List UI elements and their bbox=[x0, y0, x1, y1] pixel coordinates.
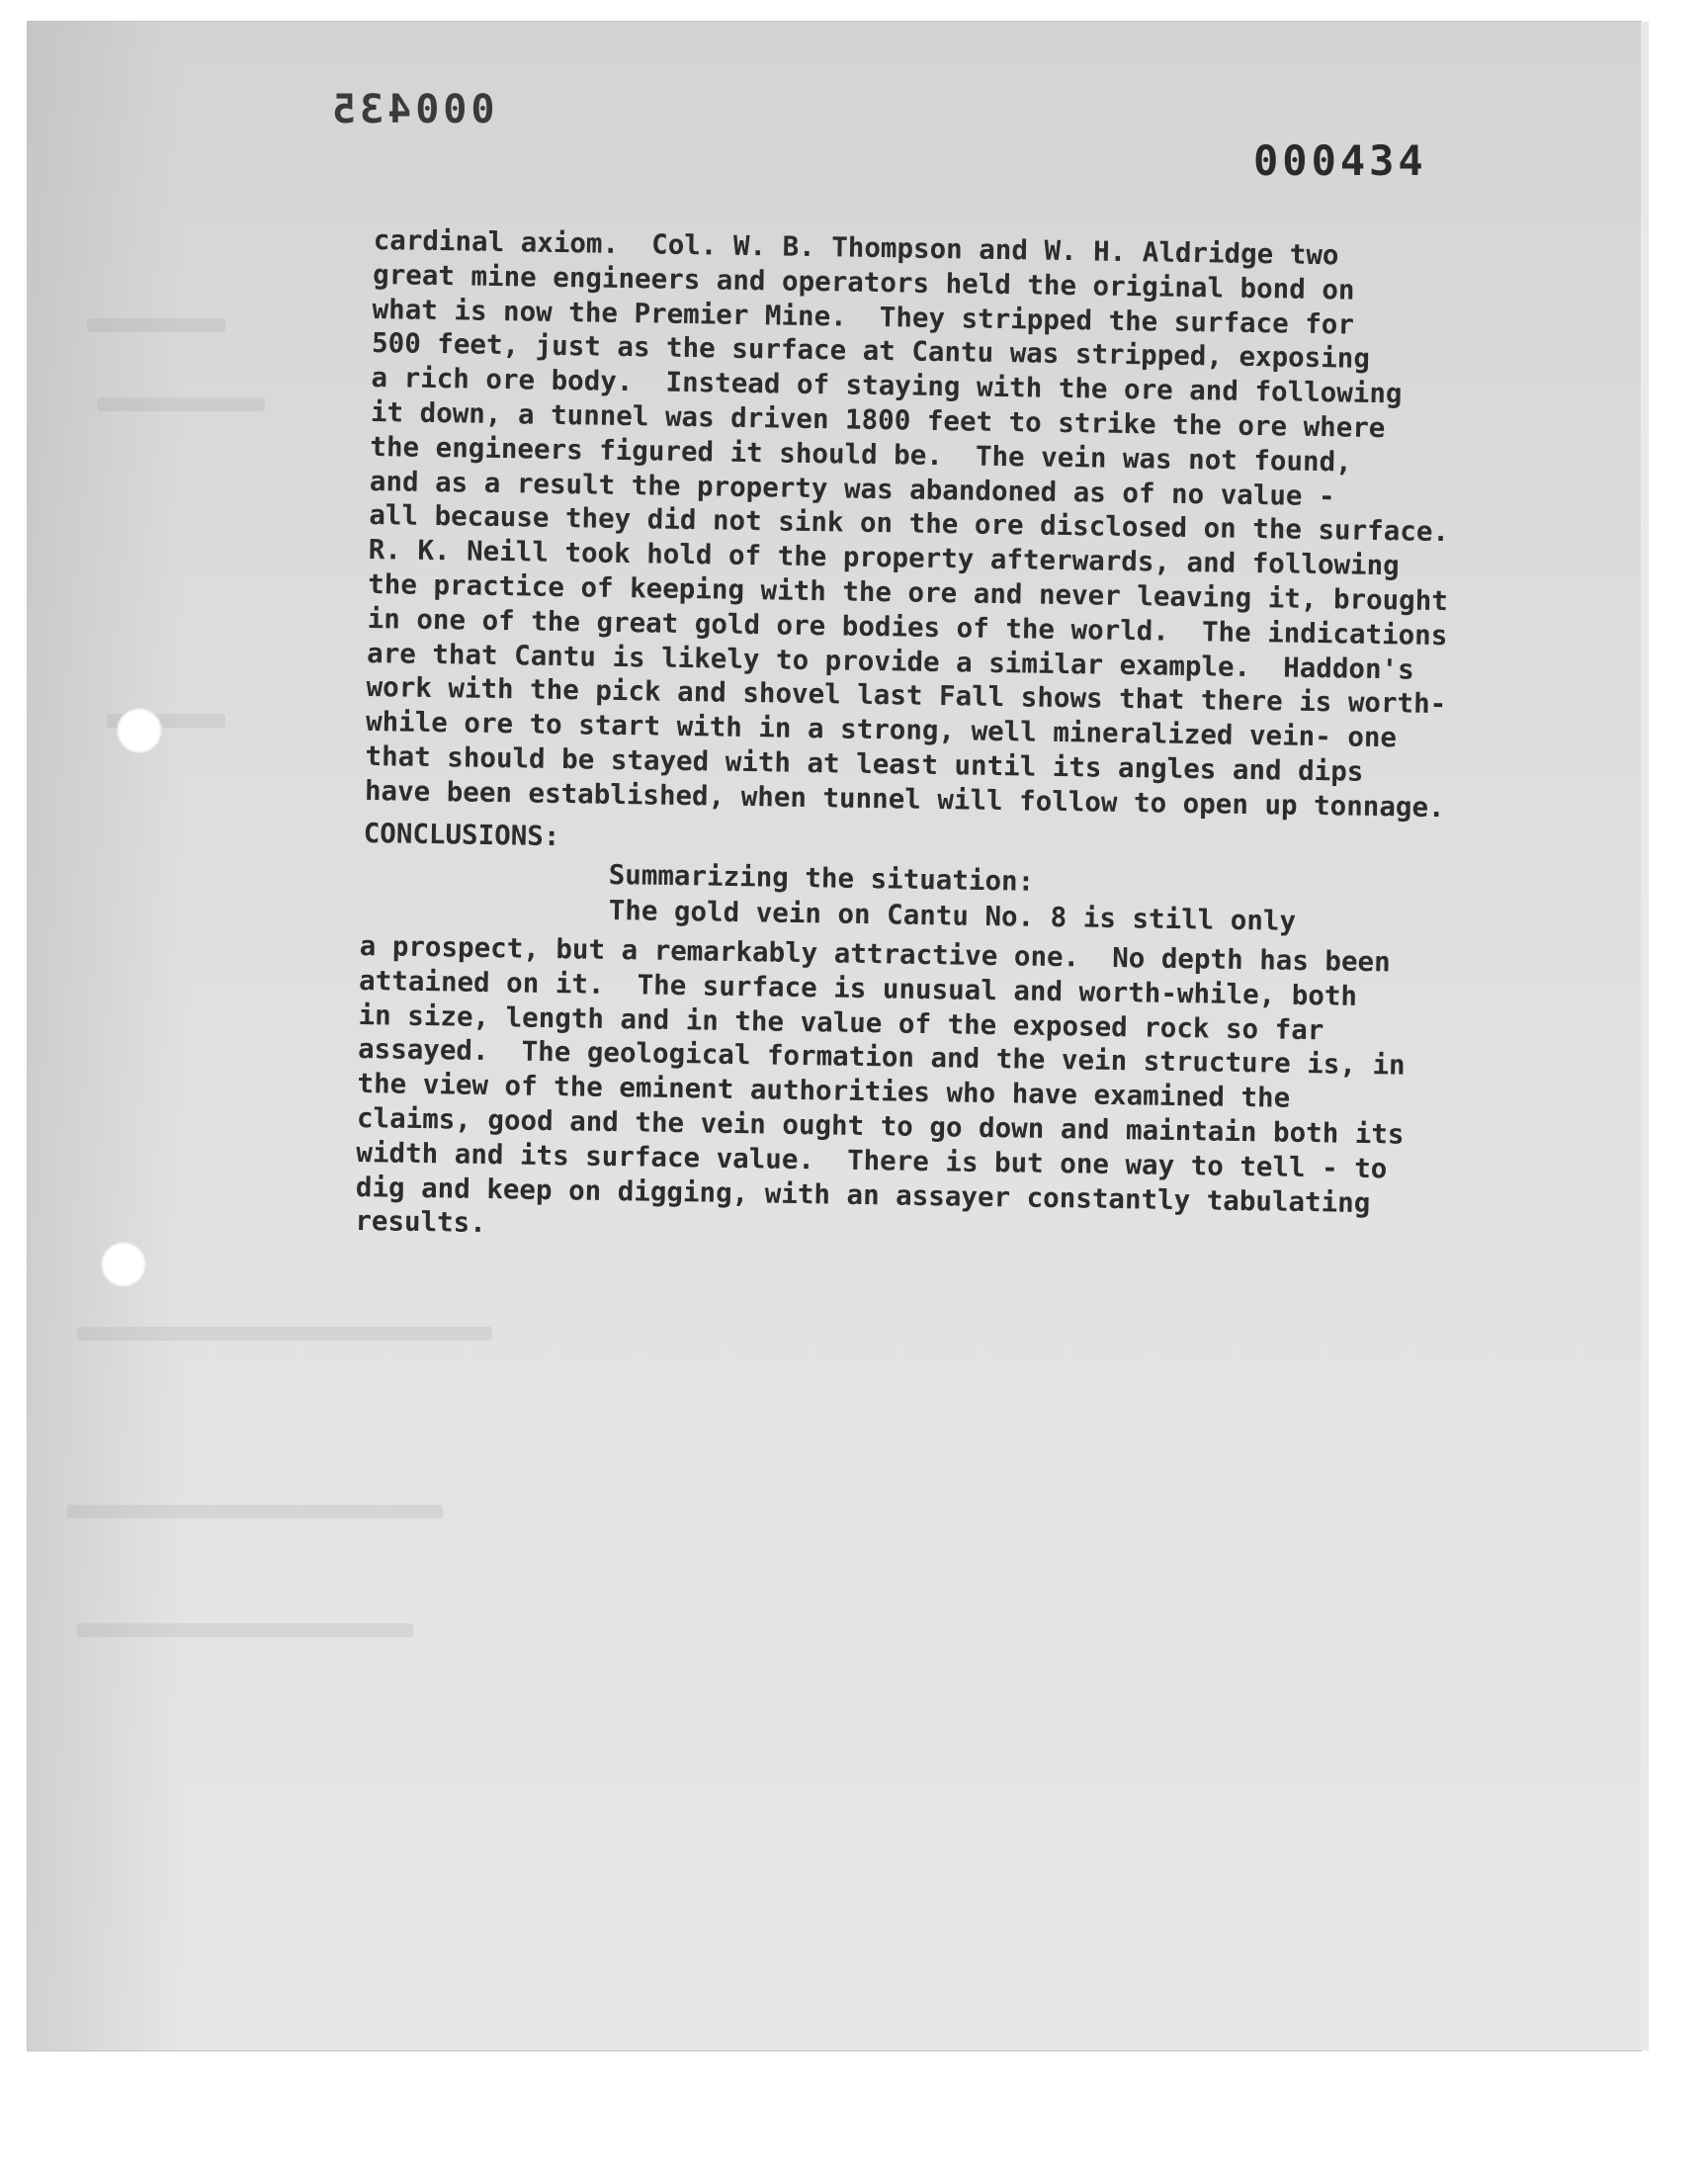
punch-hole-lower bbox=[101, 1242, 146, 1287]
page-edge bbox=[1641, 22, 1649, 2050]
body-paragraph-2-first-line: The gold vein on Cantu No. 8 is still only bbox=[608, 894, 1297, 937]
body-paragraph-2: a prospect, but a remarkably attractive one. No depth has been attained on it. The surface is unusual and worth-while, both in size, length and in the value of the exposed rock so far assayed. The geological formation and the vein structure is, in the view of the eminent authorities who have examined the claims, good and the vein ought to go down and maintain both its width and its surface value. There is but one way to tell - to dig and keep on digging, with an assayer constantly tabulating results. bbox=[355, 929, 1406, 1240]
bleed-through-mark bbox=[77, 1623, 413, 1637]
bleed-through-mark bbox=[67, 1505, 443, 1519]
subheading: Summarizing the situation: bbox=[608, 858, 1035, 898]
bleed-through-mark bbox=[77, 1327, 492, 1341]
bleed-through-mark bbox=[97, 397, 265, 411]
bleed-through-mark bbox=[87, 318, 225, 332]
bates-number: 000434 bbox=[1253, 136, 1427, 185]
body-paragraph-1: cardinal axiom. Col. W. B. Thompson and W. H. Aldridge two great mine engineers and operators held the original bond on what is now the Premier Mine. They stripped the surface for 500 feet, just as the surface at Cantu was stripped, exposing a rich ore body. Instead of staying with the ore and following it down, a tunnel was driven 1800 feet to strike the ore where the engineers figured it should be. The vein was not found, and as a result the property was abandoned as of no value - all because they did not sink on the ore disclosed on the surface. R. K. Neill took hold of the property afterwards, and following the practice of keeping with the ore and never leaving it, brought in one of the great gold ore bodies of the world. The indications are that Cantu is likely to provide a similar example. Haddon's work with the pick and shovel last Fall shows that there is worth- while ore to start with in a strong, well mineralized vein- one that should be stayed with at least until its angles and dips have been established, when tunnel will follow to open up tonnage. bbox=[364, 223, 1450, 824]
section-heading: CONCLUSIONS: bbox=[363, 817, 560, 853]
mirrored-bates-stamp: 000435 bbox=[328, 87, 495, 132]
punch-hole-upper bbox=[117, 708, 162, 753]
